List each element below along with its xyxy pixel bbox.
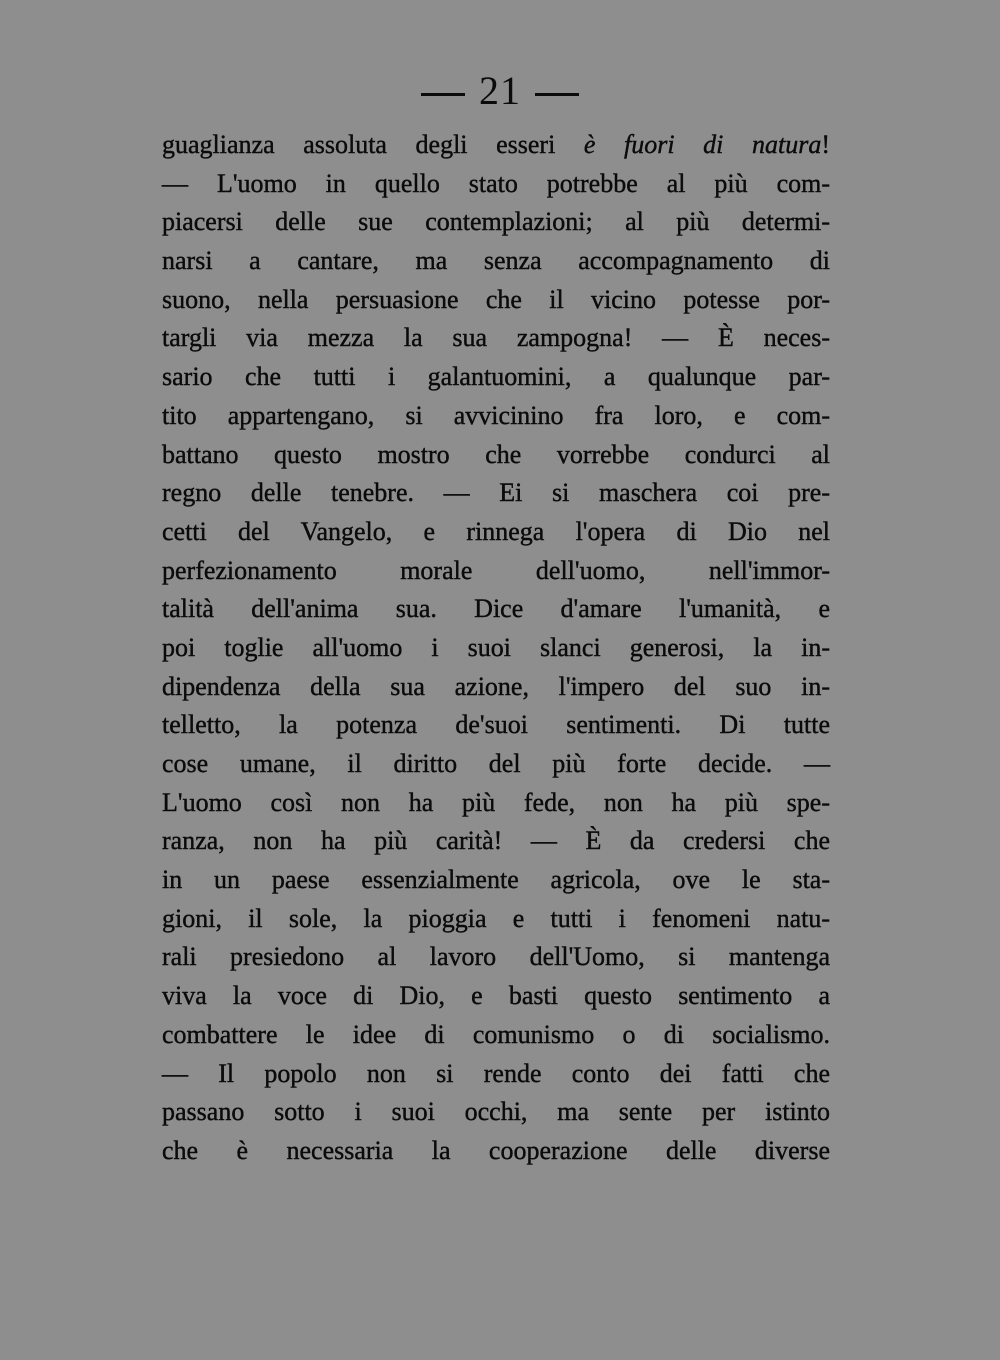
text-line: targli via mezza la sua zampogna! — È neces- (162, 323, 830, 353)
text-line: viva la voce di Dio, e basti questo sentimento a (162, 981, 830, 1011)
header-left-dash (421, 93, 465, 96)
text-line: cose umane, il diritto del più forte decide. — (162, 749, 830, 778)
page-number: 21 (479, 68, 521, 113)
header-right-dash (535, 93, 579, 96)
italic-phrase: è fuori di natura (583, 130, 822, 159)
text-line (162, 126, 830, 165)
text-line: passano sotto i suoi occhi, ma sente per istinto (162, 1097, 830, 1127)
text-line: regno delle tenebre. — Ei si maschera coi pre- (162, 478, 830, 508)
text-line: piacersi delle sue contemplazioni; al più determi- (162, 207, 830, 237)
text-line: L'uomo così non ha più fede, non ha più spe- (162, 787, 830, 817)
text-line: — L'uomo in quello stato potrebbe al più com- (162, 168, 830, 198)
text-line: narsi a cantare, ma senza accompagnamento di (162, 246, 830, 276)
text-line: dipendenza della sua azione, l'impero del suo in- (162, 671, 830, 701)
text-line: gioni, il sole, la pioggia e tutti i fenomeni natu- (162, 903, 830, 933)
text-line: combattere le idee di comunismo o di socialismo. (162, 1019, 830, 1049)
text-line: perfezionamento morale dell'uomo, nell'immor- (162, 555, 830, 585)
text-line: rali presiedono al lavoro dell'Uomo, si mantenga (162, 942, 830, 972)
text-line: — Il popolo non si rende conto dei fatti che (162, 1058, 830, 1088)
text-line: ranza, non ha più carità! — È da credersi che (162, 826, 830, 856)
text-line: talità dell'anima sua. Dice d'amare l'umanità, e (162, 594, 830, 624)
text-line: suono, nella persuasione che il vicino potesse por- (162, 284, 830, 314)
text-line-segment: guaglianza assoluta degli esseri (162, 130, 584, 159)
text-line: cetti del Vangelo, e rinnega l'opera di Dio nel (162, 516, 830, 546)
text-line: poi toglie all'uomo i suoi slanci generosi, la in- (162, 632, 830, 662)
text-line: in un paese essenzialmente agricola, ove le sta- (162, 865, 830, 895)
text-line: sario che tutti i galantuomini, a qualunque par- (162, 362, 830, 392)
text-line: battano questo mostro che vorrebbe condurci al (162, 439, 830, 469)
page-body-text (162, 126, 830, 1171)
page-header (0, 66, 1000, 116)
text-line-segment: ! (821, 130, 831, 159)
text-line: tito appartengano, si avvicinino fra loro, e com- (162, 400, 830, 430)
text-line: che è necessaria la cooperazione delle diverse (162, 1135, 830, 1165)
text-line: telletto, la potenza de'suoi sentimenti. Di tutte (162, 710, 830, 740)
